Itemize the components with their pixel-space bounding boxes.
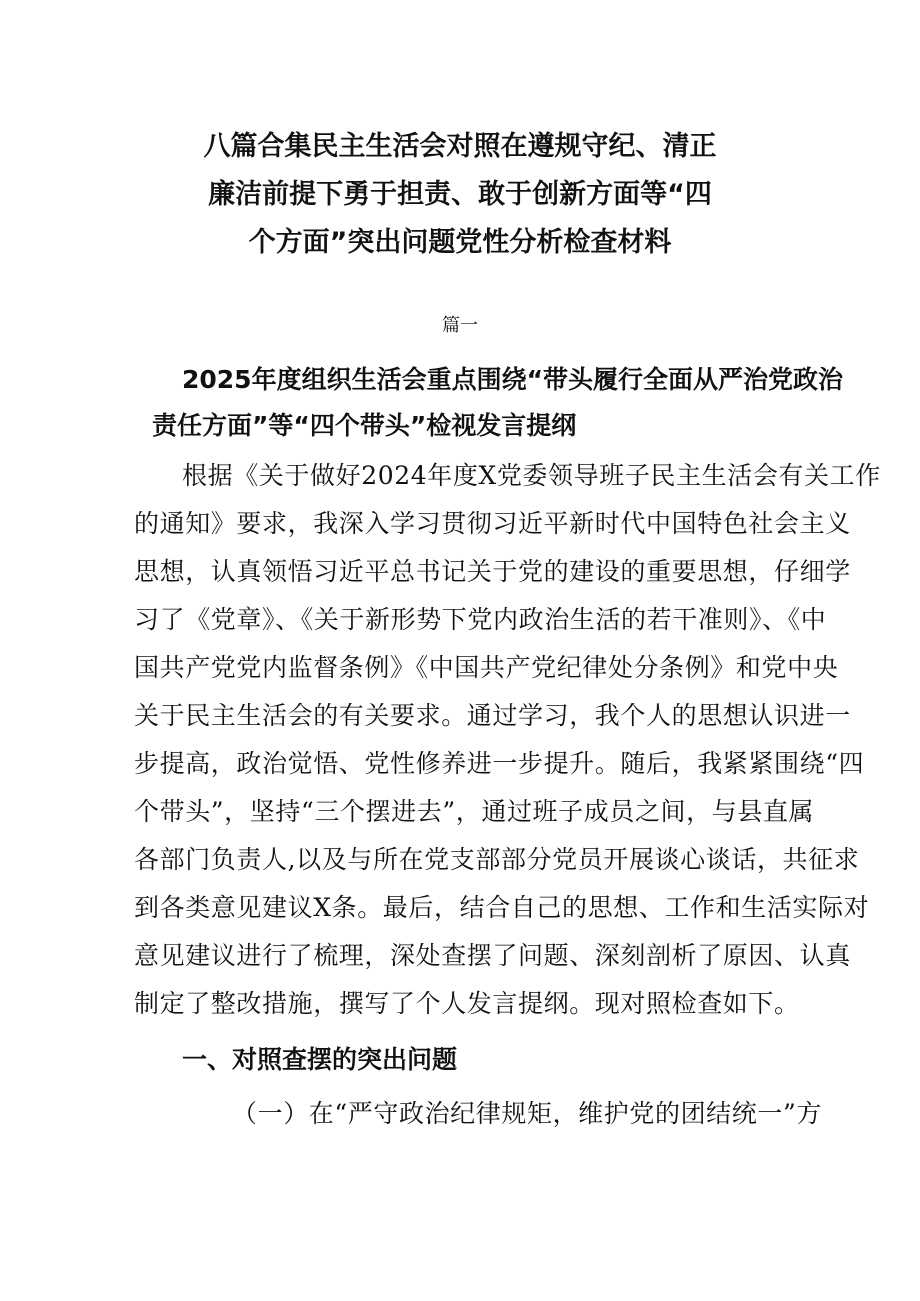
document-title-line-3: 个方面”突出问题党性分析检查材料 bbox=[248, 227, 672, 258]
subtitle-line-2: 责任方面”等“四个带头”检视发言提纲 bbox=[152, 411, 577, 440]
document-title-line-1: 八篇合集民主生活会对照在遵规守纪、清正 bbox=[203, 131, 717, 162]
paragraph-line: 国共产党党内监督条例》《中国共产党纪律处分条例》和党中央 bbox=[134, 653, 839, 682]
section-heading-1: 一、对照查摆的突出问题 bbox=[182, 1045, 458, 1074]
paragraph-line: 制定了整改措施，撰写了个人发言提纲。现对照检查如下。 bbox=[134, 989, 800, 1018]
subsection-heading-1: （一）在“严守政治纪律规矩，维护党的团结统一”方 bbox=[232, 1099, 822, 1128]
subtitle-line-1: 2025年度组织生活会重点围绕“带头履行全面从严治党政治 bbox=[182, 365, 844, 394]
paragraph-line: 关于民主生活会的有关要求。通过学习，我个人的思想认识进一 bbox=[134, 701, 851, 730]
section-label: 篇一 bbox=[442, 315, 478, 336]
paragraph-line: 个带头”，坚持“三个摆进去”，通过班子成员之间，与县直属 bbox=[134, 797, 815, 826]
paragraph-line: 意见建议进行了梳理，深处查摆了问题、深刻剖析了原因、认真 bbox=[134, 941, 851, 970]
document-title-line-2: 廉洁前提下勇于担责、敢于创新方面等“四 bbox=[208, 179, 712, 210]
paragraph-line: 的通知》要求，我深入学习贯彻习近平新时代中国特色社会主义 bbox=[134, 509, 851, 538]
paragraph-line: 步提高，政治觉悟、党性修养进一步提升。随后，我紧紧围绕“四 bbox=[134, 749, 865, 778]
paragraph-line: 到各类意见建议X条。最后，结合自己的思想、工作和生活实际对 bbox=[134, 893, 870, 922]
paragraph-line: 根据《关于做好2024年度X党委领导班子民主生活会有关工作 bbox=[182, 461, 881, 490]
paragraph-line: 习了《党章》、《关于新形势下党内政治生活的若干准则》、《中 bbox=[134, 605, 827, 634]
paragraph-line: 各部门负责人,以及与所在党支部部分党员开展谈心谈话，共征求 bbox=[134, 845, 860, 874]
paragraph-line: 思想，认真领悟习近平总书记关于党的建设的重要思想，仔细学 bbox=[134, 557, 851, 586]
